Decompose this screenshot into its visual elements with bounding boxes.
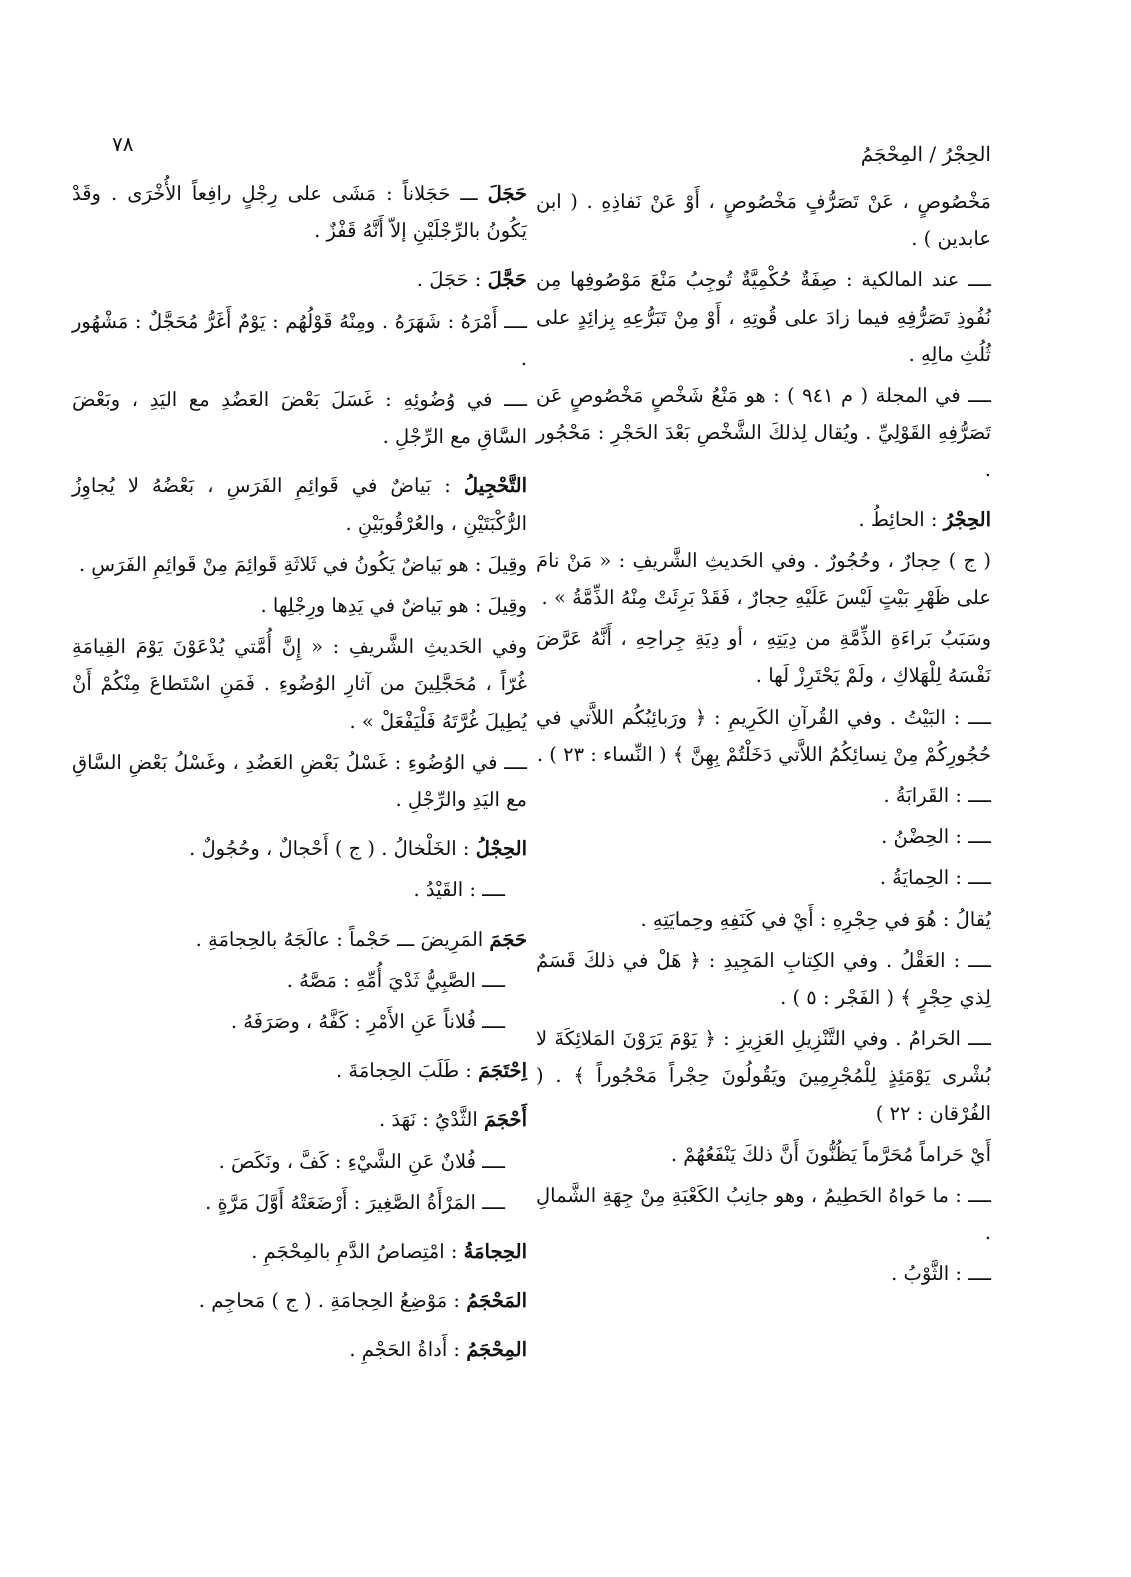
headword: التَّحْجِيلُ: [463, 474, 527, 498]
definition-text: وسَبَبُ بَراءَةِ الذِّمَّةِ من دِيَتِهِ ، أو دِيَةِ جِراحِهِ ، أَنَّهُ عَرَّضَ نَفْسَهُ لِلْهَلاكِ ، ولَمْ يَحْتَرِزْ لَها .: [536, 627, 991, 688]
definition-text: : أَداةُ الحَجْمِ .: [349, 1338, 467, 1362]
dictionary-paragraph: [72, 1233, 527, 1270]
headword: الحِجامَةُ: [463, 1240, 527, 1264]
definition-text: : بَياضٌ في قَوائِمِ الفَرَسِ ، بَعْضُهُ لا يُجاوِزُ الرُّكْبَتَيْنِ ، والعُرْقُوبَيْنِ .: [72, 474, 527, 535]
dictionary-paragraph: [72, 261, 527, 298]
dictionary-paragraph: [536, 1020, 991, 1132]
definition-text: وقِيلَ : هو بَياضٌ في يَدِها ورِجْلِها .: [260, 594, 527, 618]
headword: حَجَّلَ: [487, 268, 527, 292]
definition-text: مَخْصُوصٍ ، عَنْ تَصَرُّفٍ مَخْصُوصٍ ، أَوْ عَنْ نَفاذِهِ . ( ابن عابدين ) .: [536, 190, 991, 251]
headword: المِحْجَمُ: [466, 1338, 527, 1362]
headword: حَجَمَ: [489, 927, 527, 951]
definition-text: المَرِيضَ ـــ حَجْماً : عالَجَهُ بالحِجامَةِ .: [195, 927, 490, 951]
dictionary-paragraph: [72, 1052, 527, 1089]
dictionary-paragraph: [72, 1101, 527, 1138]
definition-text: : الحائِطُ .: [858, 507, 944, 531]
dictionary-paragraph: [72, 587, 527, 624]
definition-text: ـــ حَجَلاناً : مَشَى على رِجْلٍ رافِعاً الأُخْرَى . وقَدْ يَكُونُ بالرِّجْلَيْنِ إلاّ أَنَّهُ قَفْزٌ .: [72, 182, 527, 243]
definition-text: الثَّدْيُ : نَهَدَ .: [378, 1108, 484, 1132]
headword: الحِجْرُ: [943, 507, 991, 531]
definition-text: يُقالُ : هُوَ في حِجْرِهِ : أَيْ في كَنَفِهِ وحِمايَتِهِ .: [640, 907, 991, 931]
definition-text: ــــ : الحِمايَةُ .: [879, 866, 991, 890]
dictionary-paragraph: [536, 1177, 991, 1251]
definition-text: ــــ : العَقْلُ . وفي الكِتابِ المَجِيدِ : ﴿ هَلْ في ذلكَ قَسَمٌ لِذي حِجْرٍ ﴾ ( الفَجْر : ٥ ) .: [536, 948, 991, 1010]
definition-text: ــــ عند المالكية : صِفَةٌ حُكْمِيَّةٌ تُوجِبُ مَنْعَ مَوْصُوفِها مِن نُفُوذِ تَصَرُّفِهِ فيما زادَ على قُوتِهِ ، أَوْ مِنْ تَبَرُّعِهِ بِزائِدٍ على ثُلُثِ مالِهِ .: [536, 268, 991, 366]
dictionary-paragraph: [72, 921, 527, 958]
definition-text: ــــ المَرْأَةُ الصَّغِيرَ : أَرْضَعَتْهُ أَوَّلَ مَرَّةٍ .: [205, 1190, 505, 1214]
definition-text: ــــ الصَّبِيُّ ثَدْيَ أُمِّهِ : مَصَّهُ .: [286, 968, 505, 992]
dictionary-paragraph: [72, 1184, 527, 1221]
dictionary-paragraph: [72, 1003, 527, 1040]
definition-text: ــــ : البَيْتُ . وفي القُرآنِ الكَرِيمِ : ﴿ ورَبائِبُكُم اللاَّتي في حُجُورِكُمْ مِنْ نِسائِكُمُ اللاَّتي دَخَلْتُمْ بِهِنَّ ﴾ ( النِّساء : ٢٣ ) .: [536, 705, 991, 766]
dictionary-paragraph: [536, 183, 991, 257]
definition-text: : حَجَلَ .: [416, 268, 488, 292]
dictionary-paragraph: [72, 546, 527, 583]
dictionary-paragraph: [536, 818, 991, 855]
dictionary-paragraph: [536, 777, 991, 814]
dictionary-paragraph: [536, 542, 991, 616]
definition-text: : الخَلْخالُ . ( ج ) أَحْجالٌ ، وحُجُولٌ .: [189, 837, 476, 861]
definition-text: ــــ الحَرامُ . وفي التَّنْزِيلِ العَزِيزِ : ﴿ يَوْمَ يَرَوْنَ المَلائِكَةَ لا بُشْرى يَوْمَئِذٍ لِلْمُجْرِمِينَ ويَقُولُونَ حِجْراً مَحْجُوراً ﴾ . ( الفُرْقان : ٢٢ ): [536, 1027, 991, 1125]
dictionary-paragraph: [536, 901, 991, 938]
dictionary-paragraph: [72, 381, 527, 455]
dictionary-paragraph: [72, 830, 527, 867]
definition-text: ــــ أَمْرَهُ : شَهَرَهُ . ومِنْهُ قَوْلُهُم : يَوْمٌ أَغَرُّ مُحَجَّلٌ : مَشْهُور .: [72, 309, 527, 370]
definition-text: أَيْ حَراماً مُحَرَّماً يَظُنُّونَ أَنَّ ذلكَ يَنْفَعُهُمْ .: [670, 1142, 991, 1166]
dictionary-paragraph: [536, 620, 991, 694]
dictionary-paragraph: [72, 467, 527, 541]
definition-text: ــــ في الوُضُوءِ : غَسْلُ بَعْضِ العَضُدِ ، وغَسْلُ بَعْضِ السَّاقِ مع اليَدِ والرِّجْلِ .: [72, 750, 527, 812]
definition-text: : مَوْضِعُ الحِجامَةِ . ( ج ) مَحاجِم .: [198, 1289, 467, 1313]
definition-text: ــــ : القَرابَةُ .: [883, 784, 991, 808]
dictionary-paragraph: [536, 699, 991, 773]
dictionary-paragraph: [72, 1282, 527, 1319]
dictionary-paragraph: [72, 175, 527, 249]
definition-text: ــــ : الثَّوْبُ .: [891, 1262, 991, 1286]
definition-text: ( ج ) حِجارٌ ، وحُجُورٌ . وفي الحَديثِ الشَّريفِ : « مَنْ نامَ على ظَهْرِ بَيْتٍ لَيْسَ عَلَيْهِ حِجارٌ ، فَقَدْ بَرِئَتْ مِنْهُ الذِّمَّةُ » .: [536, 548, 991, 610]
headword: أَحْجَمَ: [483, 1108, 527, 1132]
definition-text: ــــ : الحِضْنُ .: [881, 825, 991, 849]
dictionary-paragraph: [72, 303, 527, 377]
dictionary-paragraph: [72, 1143, 527, 1180]
definition-text: : طَلَبَ الحِجامَةَ .: [336, 1059, 479, 1083]
dictionary-paragraph: [536, 501, 991, 538]
dictionary-paragraph: [536, 859, 991, 896]
definition-text: ــــ فُلانٌ عَنِ الشَّيْءِ : كَفَّ ، ونَكَصَ .: [218, 1149, 505, 1173]
dictionary-paragraph: [72, 962, 527, 999]
page-number: ٧٨: [112, 132, 134, 156]
definition-text: ــــ : القَيْدُ .: [413, 878, 505, 902]
definition-text: ــــ في المجلة ( م ٩٤١ ) : هو مَنْعُ شَخْصٍ مَخْصُوصٍ عَن تَصَرُّفِهِ القَوْلِيِّ . ويُقال لِذلكَ الشَّخْصِ بَعْدَ الحَجْرِ : مَحْجُور .: [536, 384, 991, 482]
definition-text: ــــ : ما حَواهُ الحَطِيمُ ، وهو جانِبُ الكَعْبَةِ مِنْ جِهَةِ الشَّمالِ .: [536, 1184, 991, 1245]
dictionary-paragraph: [536, 377, 991, 489]
definition-text: ــــ في وُضُوئِهِ : غَسَلَ بَعْضَ العَضُدِ مع اليَدِ ، وبَعْضَ السَّاقِ مع الرِّجْلِ .: [72, 388, 527, 449]
dictionary-paragraph: [536, 1255, 991, 1292]
headword: المَحْجَمُ: [466, 1289, 527, 1313]
dictionary-paragraph: [72, 628, 527, 740]
definition-text: : امْتِصاصُ الدَّمِ بالمِحْجَمِ .: [251, 1240, 464, 1264]
definition-text: وقِيلَ : هو بَياضٌ يَكُونُ في ثَلاثَةِ قَوائِمَ مِنْ قَوائِمِ الفَرَسِ .: [78, 552, 527, 576]
headword: حَجَلَ: [487, 182, 527, 205]
dictionary-paragraph: [536, 1136, 991, 1173]
running-head: الحِجْرُ / المِحْجَمُ: [860, 142, 991, 166]
dictionary-paragraph: [536, 261, 991, 373]
headword: اِحْتَجَمَ: [478, 1059, 527, 1083]
definition-text: ــــ فُلاناً عَنِ الأَمْرِ : كَفَّهُ ، وصَرَفَهُ .: [230, 1010, 505, 1034]
right-column: [536, 183, 991, 1297]
dictionary-paragraph: [72, 744, 527, 818]
definition-text: وفي الحَديثِ الشَّريفِ : « إِنَّ أُمَّتي يُدْعَوْنَ يَوْمَ القِيامَةِ غُرّاً ، مُحَجَّلِينَ من آثارِ الوُضُوءِ . فَمَنِ اسْتَطاعَ مِنْكُمْ أَنْ يُطِيلَ غُرَّتَهُ فَلْيَفْعَلْ » .: [72, 635, 527, 733]
headword: الحِجْلُ: [475, 837, 527, 861]
left-column: [72, 175, 527, 1373]
dictionary-paragraph: [536, 942, 991, 1016]
dictionary-paragraph: [72, 1331, 527, 1368]
dictionary-paragraph: [72, 871, 527, 908]
